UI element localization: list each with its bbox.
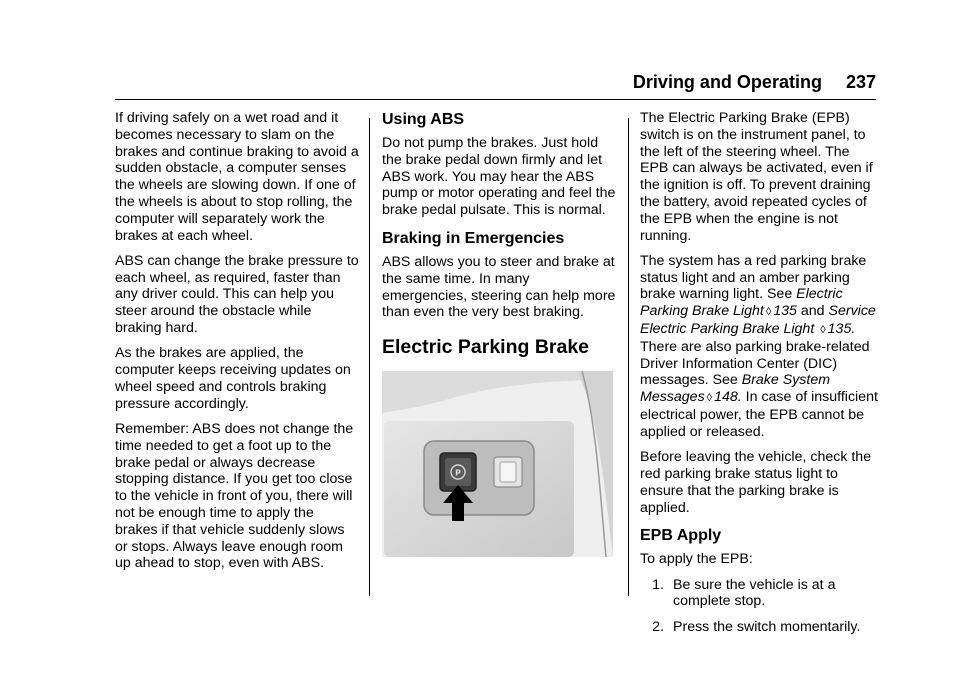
column-2 [382, 110, 618, 557]
svg-text:P: P [455, 468, 461, 478]
paragraph: Remember: ABS does not change the time needed to get a foot up to the brake pedal or always decrease stopping distance. If you get too close to the vehicle in front of you, there will not be enough time to apply the brakes if that vehicle suddenly slows or stops. Always leave enough room up ahead to stop, even with ABS. [115, 421, 354, 572]
text-run: and [796, 303, 829, 320]
paragraph: If driving safely on a wet road and it becomes necessary to slam on the brakes and continue braking to avoid a sudden obstacle, a computer senses the wheels are slowing down. If one of the wheels is about to stop rolling, the computer will separately work the brakes at each wheel. [115, 110, 359, 244]
column-divider-left [369, 118, 370, 596]
paragraph: ABS can change the brake pressure to each wheel, as required, faster than any driver could. This can help you steer around the obstacle while braking hard. [115, 252, 359, 337]
page-reference-icon: ◊ [706, 392, 713, 405]
paragraph: Before leaving the vehicle, check the red parking brake status light to ensure that the parking brake is applied. [640, 449, 872, 516]
text-run: The system has a red parking brake status light and an amber parking brake warning light. See [640, 252, 867, 303]
cross-reference-link[interactable]: Brake System Messages [640, 372, 831, 406]
paragraph [640, 253, 878, 441]
paragraph: As the brakes are applied, the computer keeps receiving updates on wheel speed and controls braking pressure accordingly. [115, 345, 351, 412]
column-1 [115, 110, 360, 581]
page-reference-icon: ◊ [765, 306, 772, 319]
header-rule [115, 99, 876, 100]
paragraph: ABS allows you to steer and brake at the same time. In many emergencies, steering can help more than even the very best braking. [382, 253, 616, 321]
text-run: There are also parking brake-related Driver Information Center (DIC) messages. See [640, 338, 870, 389]
epb-switch-illustration [382, 371, 613, 557]
column-divider-right [628, 118, 629, 596]
paragraph: The Electric Parking Brake (EPB) switch is on the instrument panel, to the left of the steering wheel. The EPB can always be activated, even if the ignition is off. To prevent draining the battery, avoid repeated cycles of the EPB when the engine is not running. [640, 110, 873, 244]
cross-reference-link[interactable]: Service Electric Parking Brake Light [640, 303, 876, 338]
list-item [640, 577, 878, 611]
epb-apply-heading: EPB Apply [640, 527, 722, 545]
epb-section-heading: Electric Parking Brake [382, 336, 590, 359]
page-reference-icon: ◊ [820, 324, 826, 337]
braking-emergencies-heading: Braking in Emergencies [382, 229, 565, 247]
paragraph: Do not pump the brakes. Just hold the brake pedal down firmly and let ABS work. You may hear the ABS pump or motor operating and feel the brake pedal pulsate. This is normal. [382, 135, 616, 219]
steps-list [640, 577, 878, 636]
cross-reference-page[interactable]: 135 [773, 303, 797, 320]
step-text: Be sure the vehicle is at a complete stop. [673, 576, 836, 610]
step-number: 2. [652, 618, 664, 635]
paragraph: To apply the EPB: [640, 551, 753, 568]
section-title: Driving and Operating [632, 72, 822, 92]
page-header [600, 70, 876, 94]
step-number: 1. [652, 576, 664, 593]
cross-reference-page[interactable]: 148. [714, 389, 742, 406]
step-text: Press the switch momentarily. [673, 618, 861, 635]
list-item [640, 619, 878, 636]
epb-switch-figure [382, 371, 613, 557]
cross-reference-link[interactable]: Electric Parking Brake Light [640, 286, 843, 320]
cross-reference-page[interactable]: 135. [827, 321, 856, 338]
page-number: 237 [845, 72, 876, 92]
column-3 [640, 110, 878, 644]
using-abs-heading: Using ABS [382, 111, 465, 128]
text-run: In case of insufficient electrical power, the EPB cannot be applied or released. [640, 389, 878, 440]
